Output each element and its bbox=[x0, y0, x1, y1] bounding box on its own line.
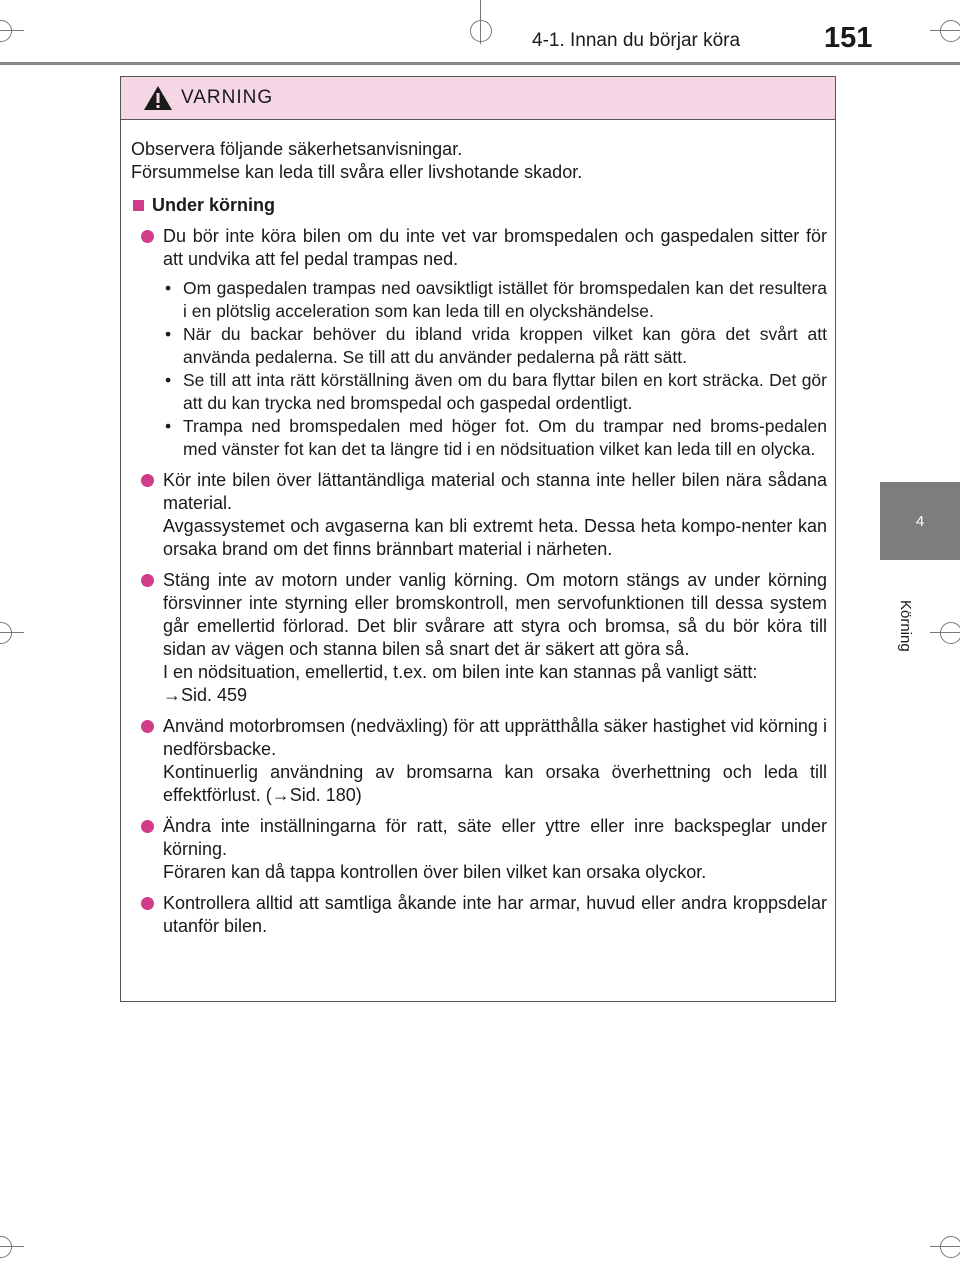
section-heading bbox=[131, 194, 827, 217]
item-paragraph: Använd motorbromsen (nedväxling) för att upprätthålla säker hastighet vid körning i nedförsbacke. bbox=[163, 716, 827, 759]
chapter-label: Körning bbox=[897, 600, 914, 652]
item-paragraph: Kontinuerlig användning av bromsarna kan orsaka överhettning och leda till effektförlust. (→Sid. 180) bbox=[163, 762, 827, 805]
warning-item bbox=[131, 892, 827, 938]
warning-item bbox=[131, 569, 827, 707]
running-header-section: 4-1. Innan du börjar köra bbox=[532, 30, 741, 51]
warning-title: VARNING bbox=[181, 87, 274, 108]
warning-item bbox=[131, 469, 827, 561]
item-paragraph: Avgassystemet och avgaserna kan bli extremt heta. Dessa heta kompo-nenter kan orsaka brand om det finns brännbart material i närheten. bbox=[163, 516, 827, 559]
circle-bullet-icon bbox=[141, 230, 154, 243]
chapter-tab[interactable] bbox=[880, 482, 960, 560]
header-rule bbox=[0, 62, 960, 65]
circle-bullet-icon bbox=[141, 474, 154, 487]
warning-item bbox=[131, 715, 827, 807]
item-paragraph: I en nödsituation, emellertid, t.ex. om bilen inte kan stannas på vanligt sätt: bbox=[163, 662, 758, 682]
warning-triangle-icon bbox=[143, 85, 173, 111]
sub-list bbox=[163, 277, 827, 461]
warning-header bbox=[121, 77, 835, 120]
chapter-number: 4 bbox=[915, 512, 925, 530]
intro-line: Försummelse kan leda till svåra eller livshotande skador. bbox=[131, 162, 583, 182]
warning-item bbox=[131, 225, 827, 461]
intro-line: Observera följande säkerhetsanvisningar. bbox=[131, 139, 463, 159]
item-paragraph: Ändra inte inställningarna för ratt, säte eller yttre eller inre backspeglar under körning. bbox=[163, 816, 827, 859]
circle-bullet-icon bbox=[141, 897, 154, 910]
circle-bullet-icon bbox=[141, 574, 154, 587]
warning-box bbox=[120, 76, 836, 1002]
warning-item bbox=[131, 815, 827, 884]
item-paragraph: Kontrollera alltid att samtliga åkande inte har armar, huvud eller andra kroppsdelar utanför bilen. bbox=[163, 893, 827, 936]
page-number: 151 bbox=[824, 22, 873, 54]
circle-bullet-icon bbox=[141, 720, 154, 733]
circle-bullet-icon bbox=[141, 820, 154, 833]
section-title: Under körning bbox=[152, 195, 276, 215]
item-paragraph: Kör inte bilen över lättantändliga material och stanna inte heller bilen nära sådana material. bbox=[163, 470, 827, 513]
warning-intro bbox=[131, 138, 827, 184]
sub-list-item: • Se till att inta rätt körställning även om du bara flyttar bilen en kort sträcka. Det gör att du kan trycka ned bromspedal och gaspedal ordentligt. bbox=[165, 370, 827, 413]
sub-list-item: • Om gaspedalen trampas ned oavsiktligt istället för bromspedalen kan det resultera i en plötslig acceleration som kan leda till en olyckshändelse. bbox=[165, 278, 827, 321]
item-paragraph: Föraren kan då tappa kontrollen över bilen vilket kan orsaka olyckor. bbox=[163, 862, 707, 882]
sub-list-item: • Trampa ned bromspedalen med höger fot. Om du trampar ned broms-pedalen med vänster fot kan det ta längre tid i en nödsituation vilket kan leda till en olycka. bbox=[165, 416, 827, 459]
page-reference-link[interactable]: →Sid. 459 bbox=[163, 685, 248, 705]
warning-body bbox=[121, 120, 835, 938]
square-bullet-icon bbox=[133, 200, 144, 211]
item-paragraph: Du bör inte köra bilen om du inte vet var bromspedalen och gaspedalen sitter för att undvika att fel pedal trampas ned. bbox=[163, 226, 827, 269]
sub-list-item: • När du backar behöver du ibland vrida kroppen vilket kan göra det svårt att använda pedalerna. Se till att du använder pedalerna på rätt sätt. bbox=[165, 324, 827, 367]
item-paragraph: Stäng inte av motorn under vanlig körning. Om motorn stängs av under körning försvinner inte styrning eller bromskontroll, men servofunktionen till dessa system går emellertid förlorad. Det blir svårare att styra och bromsa, så du bör köra till sidan av vägen och stanna bilen så snart det är säkert att göra så. bbox=[163, 570, 827, 659]
